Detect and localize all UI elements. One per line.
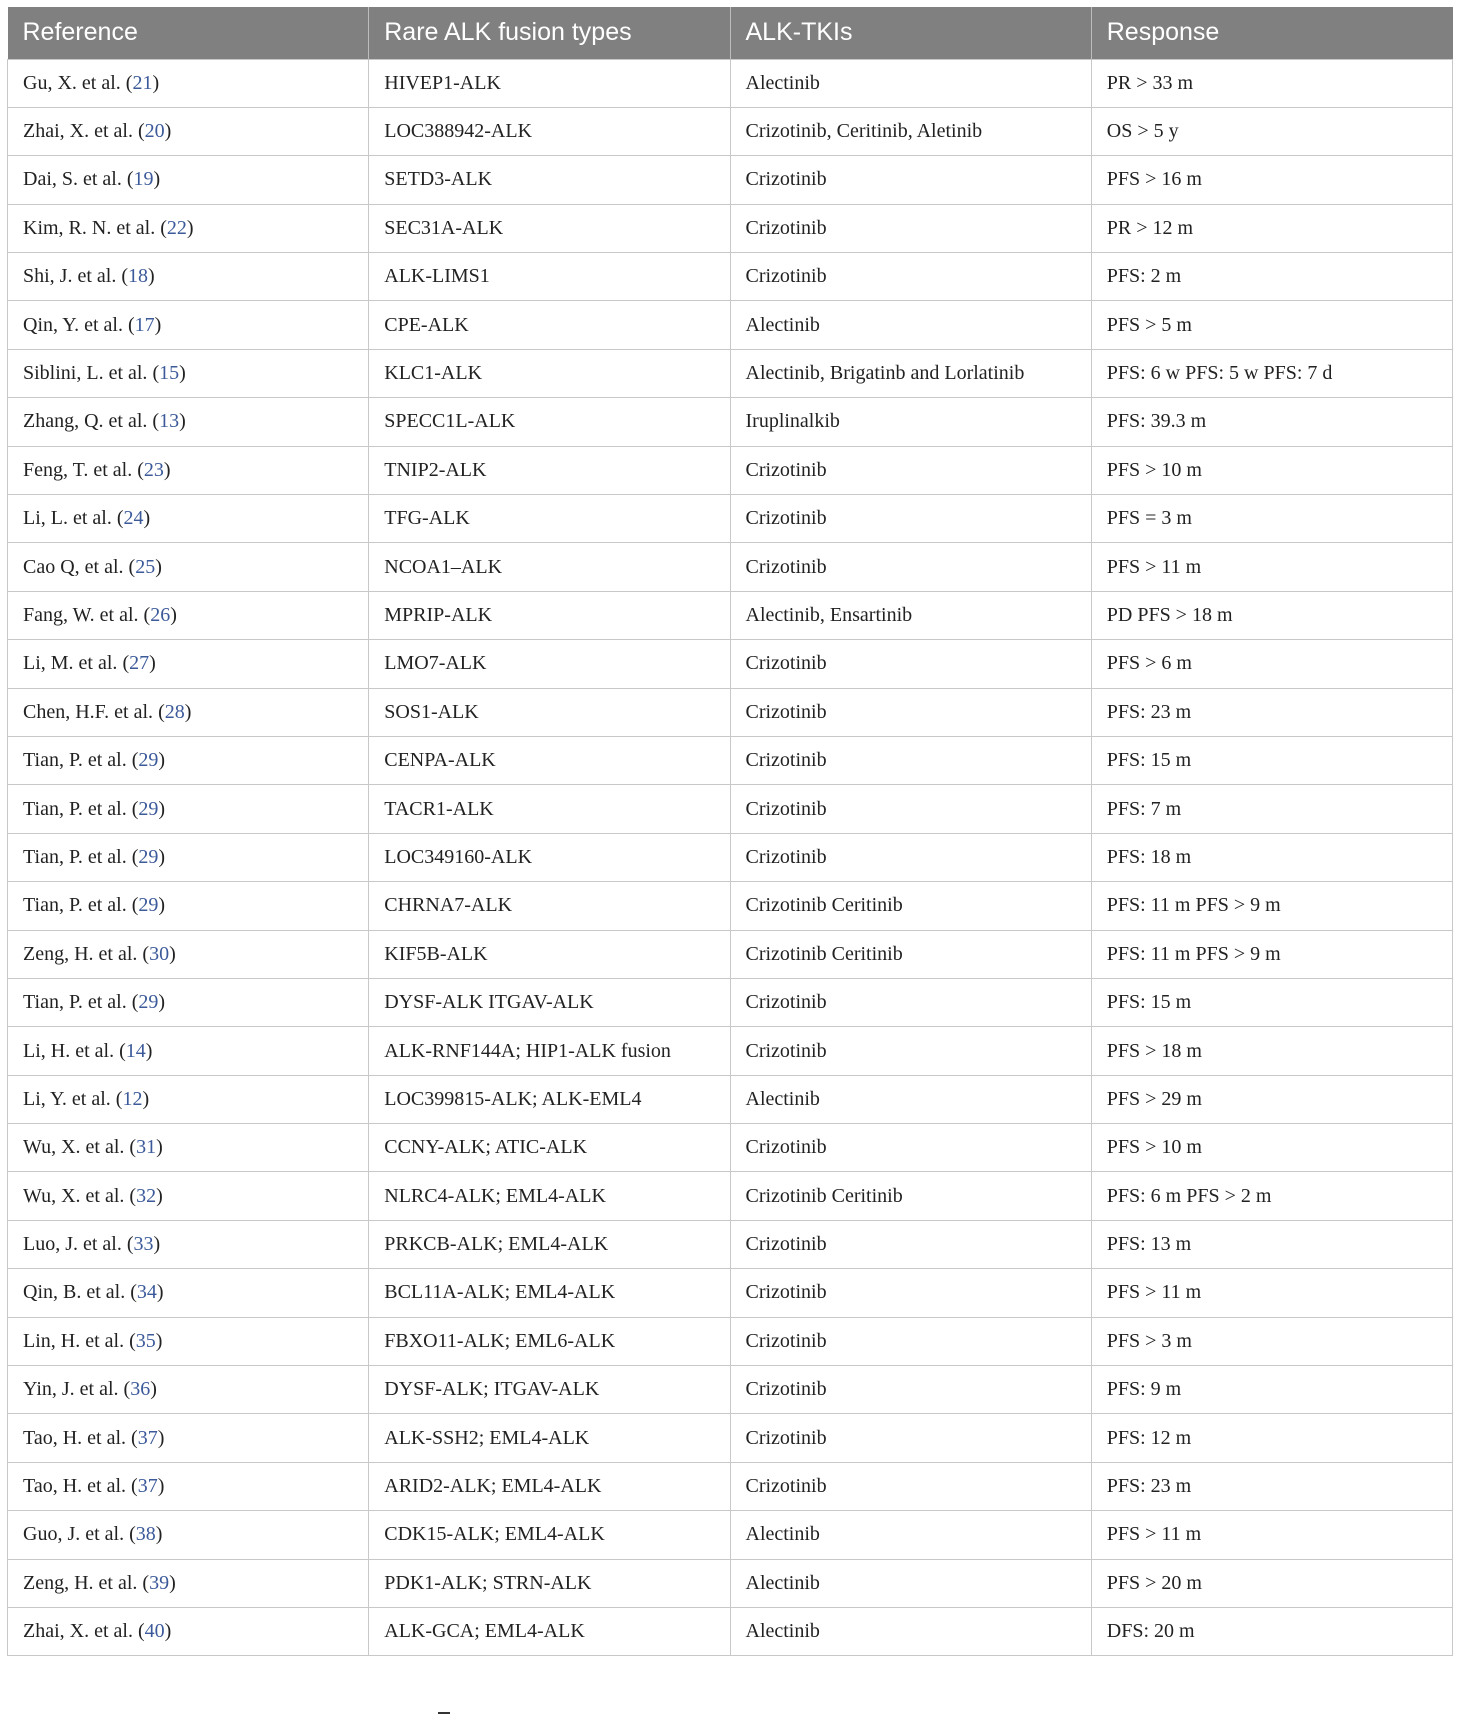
citation-link[interactable]: 29 <box>138 894 159 917</box>
reference-cell: Wu, X. et al. (31) <box>8 1124 369 1172</box>
table-row <box>8 1075 1453 1123</box>
reference-cell: Li, M. et al. (27) <box>8 640 369 688</box>
table-row <box>8 978 1453 1026</box>
alk-tki-cell: Crizotinib <box>730 495 1091 543</box>
fusion-type-cell: TACR1-ALK <box>369 785 730 833</box>
reference-cell: Feng, T. et al. (23) <box>8 446 369 494</box>
reference-text: Feng, T. et al. <box>23 458 133 481</box>
reference-text: Shi, J. et al. <box>23 265 117 288</box>
citation-link[interactable]: 35 <box>135 1329 156 1352</box>
table-row <box>8 1462 1453 1510</box>
response-cell: PFS: 2 m <box>1091 253 1452 301</box>
table-row <box>8 833 1453 881</box>
citation-link[interactable]: 20 <box>144 120 165 143</box>
reference-text: Tian, P. et al. <box>23 797 127 820</box>
alk-tki-cell: Crizotinib <box>730 1366 1091 1414</box>
reference-text: Qin, Y. et al. <box>23 313 123 336</box>
table-row <box>8 204 1453 252</box>
table-row <box>8 1511 1453 1559</box>
response-cell: PFS: 23 m <box>1091 688 1452 736</box>
alk-tki-cell: Crizotinib <box>730 204 1091 252</box>
citation-link[interactable]: 25 <box>135 555 156 578</box>
reference-text: Yin, J. et al. <box>23 1378 119 1401</box>
response-cell: PFS: 13 m <box>1091 1220 1452 1268</box>
reference-cell: Fang, W. et al. (26) <box>8 591 369 639</box>
reference-cell: Wu, X. et al. (32) <box>8 1172 369 1220</box>
alk-tki-cell: Alectinib <box>730 1608 1091 1656</box>
reference-text: Wu, X. et al. <box>23 1136 125 1159</box>
fusion-type-cell: TFG-ALK <box>369 495 730 543</box>
table-row <box>8 736 1453 784</box>
citation-link[interactable]: 14 <box>125 1039 146 1062</box>
reference-cell: Zhai, X. et al. (40) <box>8 1608 369 1656</box>
citation-link[interactable]: 38 <box>135 1523 156 1546</box>
fusion-type-cell: KLC1-ALK <box>369 349 730 397</box>
alk-tki-cell: Crizotinib <box>730 1462 1091 1510</box>
response-cell: PFS > 29 m <box>1091 1075 1452 1123</box>
fusion-type-cell: ARID2-ALK; EML4-ALK <box>369 1462 730 1510</box>
reference-cell: Luo, J. et al. (33) <box>8 1220 369 1268</box>
citation-link[interactable]: 33 <box>133 1233 154 1256</box>
table-row <box>8 1220 1453 1268</box>
header-row <box>8 7 1453 59</box>
reference-text: Li, M. et al. <box>23 652 118 675</box>
reference-cell: Tian, P. et al. (29) <box>8 785 369 833</box>
citation-link[interactable]: 32 <box>136 1184 157 1207</box>
reference-text: Zhai, X. et al. <box>23 1620 133 1643</box>
response-cell: PFS: 15 m <box>1091 978 1452 1026</box>
table-row <box>8 1269 1453 1317</box>
fusion-type-cell: MPRIP-ALK <box>369 591 730 639</box>
citation-link[interactable]: 37 <box>137 1475 158 1498</box>
fusion-type-cell: CENPA-ALK <box>369 736 730 784</box>
response-cell: PFS: 12 m <box>1091 1414 1452 1462</box>
reference-text: Li, Y. et al. <box>23 1087 111 1110</box>
reference-cell: Zhang, Q. et al. (13) <box>8 398 369 446</box>
alk-tki-cell: Crizotinib Ceritinib <box>730 1172 1091 1220</box>
response-cell: PFS: 18 m <box>1091 833 1452 881</box>
response-cell: PFS: 6 w PFS: 5 w PFS: 7 d <box>1091 349 1452 397</box>
alk-tki-cell: Crizotinib <box>730 253 1091 301</box>
reference-text: Tian, P. et al. <box>23 845 127 868</box>
response-cell: PFS: 11 m PFS > 9 m <box>1091 882 1452 930</box>
table-row <box>8 1559 1453 1607</box>
response-cell: PFS > 6 m <box>1091 640 1452 688</box>
fusion-type-cell: TNIP2-ALK <box>369 446 730 494</box>
alk-tki-cell: Alectinib, Ensartinib <box>730 591 1091 639</box>
table-body <box>8 59 1453 1656</box>
reference-text: Gu, X. et al. <box>23 71 121 94</box>
table-row <box>8 1172 1453 1220</box>
table-row <box>8 543 1453 591</box>
fusion-type-cell: SETD3-ALK <box>369 156 730 204</box>
fusion-type-cell: FBXO11-ALK; EML6-ALK <box>369 1317 730 1365</box>
citation-link[interactable]: 34 <box>136 1281 157 1304</box>
fusion-type-cell: NCOA1–ALK <box>369 543 730 591</box>
reference-text: Tian, P. et al. <box>23 749 127 772</box>
citation-link[interactable]: 39 <box>149 1571 170 1594</box>
table-row <box>8 253 1453 301</box>
table-row <box>8 1027 1453 1075</box>
fusion-type-cell: KIF5B-ALK <box>369 930 730 978</box>
response-cell: PFS: 15 m <box>1091 736 1452 784</box>
reference-text: Zhai, X. et al. <box>23 120 133 143</box>
reference-text: Zeng, H. et al. <box>23 942 138 965</box>
alk-tki-cell: Alectinib <box>730 59 1091 107</box>
citation-link[interactable]: 19 <box>133 168 154 191</box>
alk-tki-cell: Crizotinib <box>730 785 1091 833</box>
fusion-type-cell: ALK-LIMS1 <box>369 253 730 301</box>
reference-text: Tao, H. et al. <box>23 1426 127 1449</box>
fusion-type-cell: CCNY-ALK; ATIC-ALK <box>369 1124 730 1172</box>
reference-cell: Dai, S. et al. (19) <box>8 156 369 204</box>
alk-tki-cell: Crizotinib <box>730 640 1091 688</box>
citation-link[interactable]: 23 <box>143 458 164 481</box>
citation-link[interactable]: 36 <box>130 1378 151 1401</box>
table-row <box>8 156 1453 204</box>
alk-tki-cell: Alectinib, Brigatinb and Lorlatinib <box>730 349 1091 397</box>
response-cell: PFS > 11 m <box>1091 1269 1452 1317</box>
citation-link[interactable]: 29 <box>138 749 159 772</box>
table-row <box>8 688 1453 736</box>
fusion-type-cell: NLRC4-ALK; EML4-ALK <box>369 1172 730 1220</box>
alk-tki-cell: Crizotinib <box>730 543 1091 591</box>
alk-tki-cell: Crizotinib <box>730 446 1091 494</box>
alk-tki-cell: Crizotinib <box>730 1269 1091 1317</box>
header-reference: Reference <box>8 7 369 59</box>
alk-tki-cell: Iruplinalkib <box>730 398 1091 446</box>
table-row <box>8 882 1453 930</box>
reference-text: Cao Q, et al. <box>23 555 124 578</box>
alk-fusion-table <box>7 7 1453 1656</box>
alk-tki-cell: Crizotinib <box>730 1027 1091 1075</box>
reference-text: Kim, R. N. et al. <box>23 216 156 239</box>
fusion-type-cell: CHRNA7-ALK <box>369 882 730 930</box>
citation-link[interactable]: 22 <box>166 216 187 239</box>
fusion-type-cell: PDK1-ALK; STRN-ALK <box>369 1559 730 1607</box>
fusion-type-cell: SPECC1L-ALK <box>369 398 730 446</box>
citation-link[interactable]: 40 <box>144 1620 165 1643</box>
response-cell: PFS > 11 m <box>1091 543 1452 591</box>
reference-text: Zhang, Q. et al. <box>23 410 148 433</box>
alk-tki-cell: Crizotinib <box>730 688 1091 736</box>
response-cell: OS > 5 y <box>1091 107 1452 155</box>
alk-tki-cell: Alectinib <box>730 1511 1091 1559</box>
reference-cell: Guo, J. et al. (38) <box>8 1511 369 1559</box>
citation-link[interactable]: 28 <box>164 700 185 723</box>
table-row <box>8 1317 1453 1365</box>
reference-cell: Yin, J. et al. (36) <box>8 1366 369 1414</box>
header-response: Response <box>1091 7 1452 59</box>
table-row <box>8 59 1453 107</box>
response-cell: PFS > 5 m <box>1091 301 1452 349</box>
citation-link[interactable]: 29 <box>138 991 159 1014</box>
citation-link[interactable]: 37 <box>137 1426 158 1449</box>
fusion-type-cell: ALK-SSH2; EML4-ALK <box>369 1414 730 1462</box>
citation-link[interactable]: 29 <box>138 845 159 868</box>
response-cell: PFS > 10 m <box>1091 1124 1452 1172</box>
reference-cell: Tao, H. et al. (37) <box>8 1462 369 1510</box>
fusion-type-cell: ALK-GCA; EML4-ALK <box>369 1608 730 1656</box>
response-cell: PFS: 23 m <box>1091 1462 1452 1510</box>
reference-text: Chen, H.F. et al. <box>23 700 154 723</box>
citation-link[interactable]: 30 <box>149 942 170 965</box>
reference-cell: Zeng, H. et al. (30) <box>8 930 369 978</box>
reference-cell: Qin, Y. et al. (17) <box>8 301 369 349</box>
reference-text: Tian, P. et al. <box>23 894 127 917</box>
response-cell: PFS > 18 m <box>1091 1027 1452 1075</box>
fusion-type-cell: CDK15-ALK; EML4-ALK <box>369 1511 730 1559</box>
fusion-type-cell: PRKCB-ALK; EML4-ALK <box>369 1220 730 1268</box>
citation-link[interactable]: 21 <box>132 71 153 94</box>
reference-text: Zeng, H. et al. <box>23 1571 138 1594</box>
citation-link[interactable]: 29 <box>138 797 159 820</box>
alk-tki-cell: Alectinib <box>730 1559 1091 1607</box>
alk-tki-cell: Alectinib <box>730 1075 1091 1123</box>
reference-cell: Chen, H.F. et al. (28) <box>8 688 369 736</box>
reference-cell: Li, H. et al. (14) <box>8 1027 369 1075</box>
reference-text: Qin, B. et al. <box>23 1281 126 1304</box>
reference-cell: Tian, P. et al. (29) <box>8 978 369 1026</box>
citation-link[interactable]: 15 <box>159 362 180 385</box>
reference-cell: Siblini, L. et al. (15) <box>8 349 369 397</box>
response-cell: PFS > 16 m <box>1091 156 1452 204</box>
reference-cell: Tao, H. et al. (37) <box>8 1414 369 1462</box>
response-cell: PFS: 9 m <box>1091 1366 1452 1414</box>
alk-tki-cell: Crizotinib <box>730 736 1091 784</box>
alk-tki-cell: Crizotinib <box>730 156 1091 204</box>
reference-cell: Zhai, X. et al. (20) <box>8 107 369 155</box>
response-cell: PFS: 6 m PFS > 2 m <box>1091 1172 1452 1220</box>
table-row <box>8 1414 1453 1462</box>
reference-cell: Zeng, H. et al. (39) <box>8 1559 369 1607</box>
table-row <box>8 107 1453 155</box>
reference-text: Tao, H. et al. <box>23 1475 127 1498</box>
reference-text: Dai, S. et al. <box>23 168 122 191</box>
reference-text: Luo, J. et al. <box>23 1233 122 1256</box>
response-cell: PFS > 11 m <box>1091 1511 1452 1559</box>
response-cell: PFS: 11 m PFS > 9 m <box>1091 930 1452 978</box>
reference-cell: Shi, J. et al. (18) <box>8 253 369 301</box>
alk-tki-cell: Crizotinib <box>730 978 1091 1026</box>
table-row <box>8 1366 1453 1414</box>
citation-link[interactable]: 17 <box>134 313 155 336</box>
response-cell: PR > 33 m <box>1091 59 1452 107</box>
alk-tki-cell: Crizotinib Ceritinib <box>730 930 1091 978</box>
reference-text: Li, L. et al. <box>23 507 112 530</box>
alk-tki-cell: Crizotinib <box>730 1317 1091 1365</box>
fusion-type-cell: CPE-ALK <box>369 301 730 349</box>
reference-text: Guo, J. et al. <box>23 1523 125 1546</box>
table-row <box>8 591 1453 639</box>
table-row <box>8 1124 1453 1172</box>
response-cell: DFS: 20 m <box>1091 1608 1452 1656</box>
fusion-type-cell: HIVEP1-ALK <box>369 59 730 107</box>
reference-cell: Tian, P. et al. (29) <box>8 882 369 930</box>
table-row <box>8 301 1453 349</box>
reference-cell: Tian, P. et al. (29) <box>8 833 369 881</box>
citation-link[interactable]: 12 <box>122 1087 143 1110</box>
alk-tki-cell: Crizotinib <box>730 1220 1091 1268</box>
reference-text: Li, H. et al. <box>23 1039 115 1062</box>
reference-cell: Tian, P. et al. (29) <box>8 736 369 784</box>
reference-cell: Qin, B. et al. (34) <box>8 1269 369 1317</box>
table-row <box>8 930 1453 978</box>
fusion-type-cell: LOC399815-ALK; ALK-EML4 <box>369 1075 730 1123</box>
response-cell: PFS = 3 m <box>1091 495 1452 543</box>
alk-tki-cell: Crizotinib <box>730 1414 1091 1462</box>
fusion-type-cell: BCL11A-ALK; EML4-ALK <box>369 1269 730 1317</box>
citation-link[interactable]: 18 <box>128 265 149 288</box>
citation-link[interactable]: 13 <box>159 410 180 433</box>
fusion-type-cell: LOC388942-ALK <box>369 107 730 155</box>
citation-link[interactable]: 24 <box>123 507 144 530</box>
alk-tki-cell: Crizotinib <box>730 833 1091 881</box>
citation-link[interactable]: 26 <box>150 603 171 626</box>
table-row <box>8 1608 1453 1656</box>
fusion-type-cell: SOS1-ALK <box>369 688 730 736</box>
table-row <box>8 398 1453 446</box>
table-header <box>8 7 1453 59</box>
fusion-type-cell: SEC31A-ALK <box>369 204 730 252</box>
header-fusion-types: Rare ALK fusion types <box>369 7 730 59</box>
fusion-type-cell: ALK-RNF144A; HIP1-ALK fusion <box>369 1027 730 1075</box>
alk-tki-cell: Crizotinib <box>730 1124 1091 1172</box>
response-cell: PFS: 7 m <box>1091 785 1452 833</box>
citation-link[interactable]: 31 <box>136 1136 157 1159</box>
reference-text: Tian, P. et al. <box>23 991 127 1014</box>
fusion-type-cell: DYSF-ALK ITGAV-ALK <box>369 978 730 1026</box>
fusion-type-cell: LMO7-ALK <box>369 640 730 688</box>
reference-text: Fang, W. et al. <box>23 603 139 626</box>
reference-cell: Li, L. et al. (24) <box>8 495 369 543</box>
table-row <box>8 495 1453 543</box>
table-row <box>8 349 1453 397</box>
header-alk-tkis: ALK-TKIs <box>730 7 1091 59</box>
response-cell: PD PFS > 18 m <box>1091 591 1452 639</box>
response-cell: PR > 12 m <box>1091 204 1452 252</box>
response-cell: PFS: 39.3 m <box>1091 398 1452 446</box>
footer-dash <box>438 1712 450 1714</box>
reference-cell: Gu, X. et al. (21) <box>8 59 369 107</box>
reference-cell: Li, Y. et al. (12) <box>8 1075 369 1123</box>
response-cell: PFS > 10 m <box>1091 446 1452 494</box>
response-cell: PFS > 20 m <box>1091 1559 1452 1607</box>
table-row <box>8 446 1453 494</box>
table-row <box>8 640 1453 688</box>
fusion-type-cell: LOC349160-ALK <box>369 833 730 881</box>
reference-text: Lin, H. et al. <box>23 1329 125 1352</box>
alk-tki-cell: Alectinib <box>730 301 1091 349</box>
alk-tki-cell: Crizotinib, Ceritinib, Aletinib <box>730 107 1091 155</box>
alk-tki-cell: Crizotinib Ceritinib <box>730 882 1091 930</box>
table-row <box>8 785 1453 833</box>
reference-text: Siblini, L. et al. <box>23 362 148 385</box>
reference-cell: Lin, H. et al. (35) <box>8 1317 369 1365</box>
fusion-type-cell: DYSF-ALK; ITGAV-ALK <box>369 1366 730 1414</box>
reference-text: Wu, X. et al. <box>23 1184 125 1207</box>
citation-link[interactable]: 27 <box>129 652 150 675</box>
response-cell: PFS > 3 m <box>1091 1317 1452 1365</box>
reference-cell: Cao Q, et al. (25) <box>8 543 369 591</box>
reference-cell: Kim, R. N. et al. (22) <box>8 204 369 252</box>
